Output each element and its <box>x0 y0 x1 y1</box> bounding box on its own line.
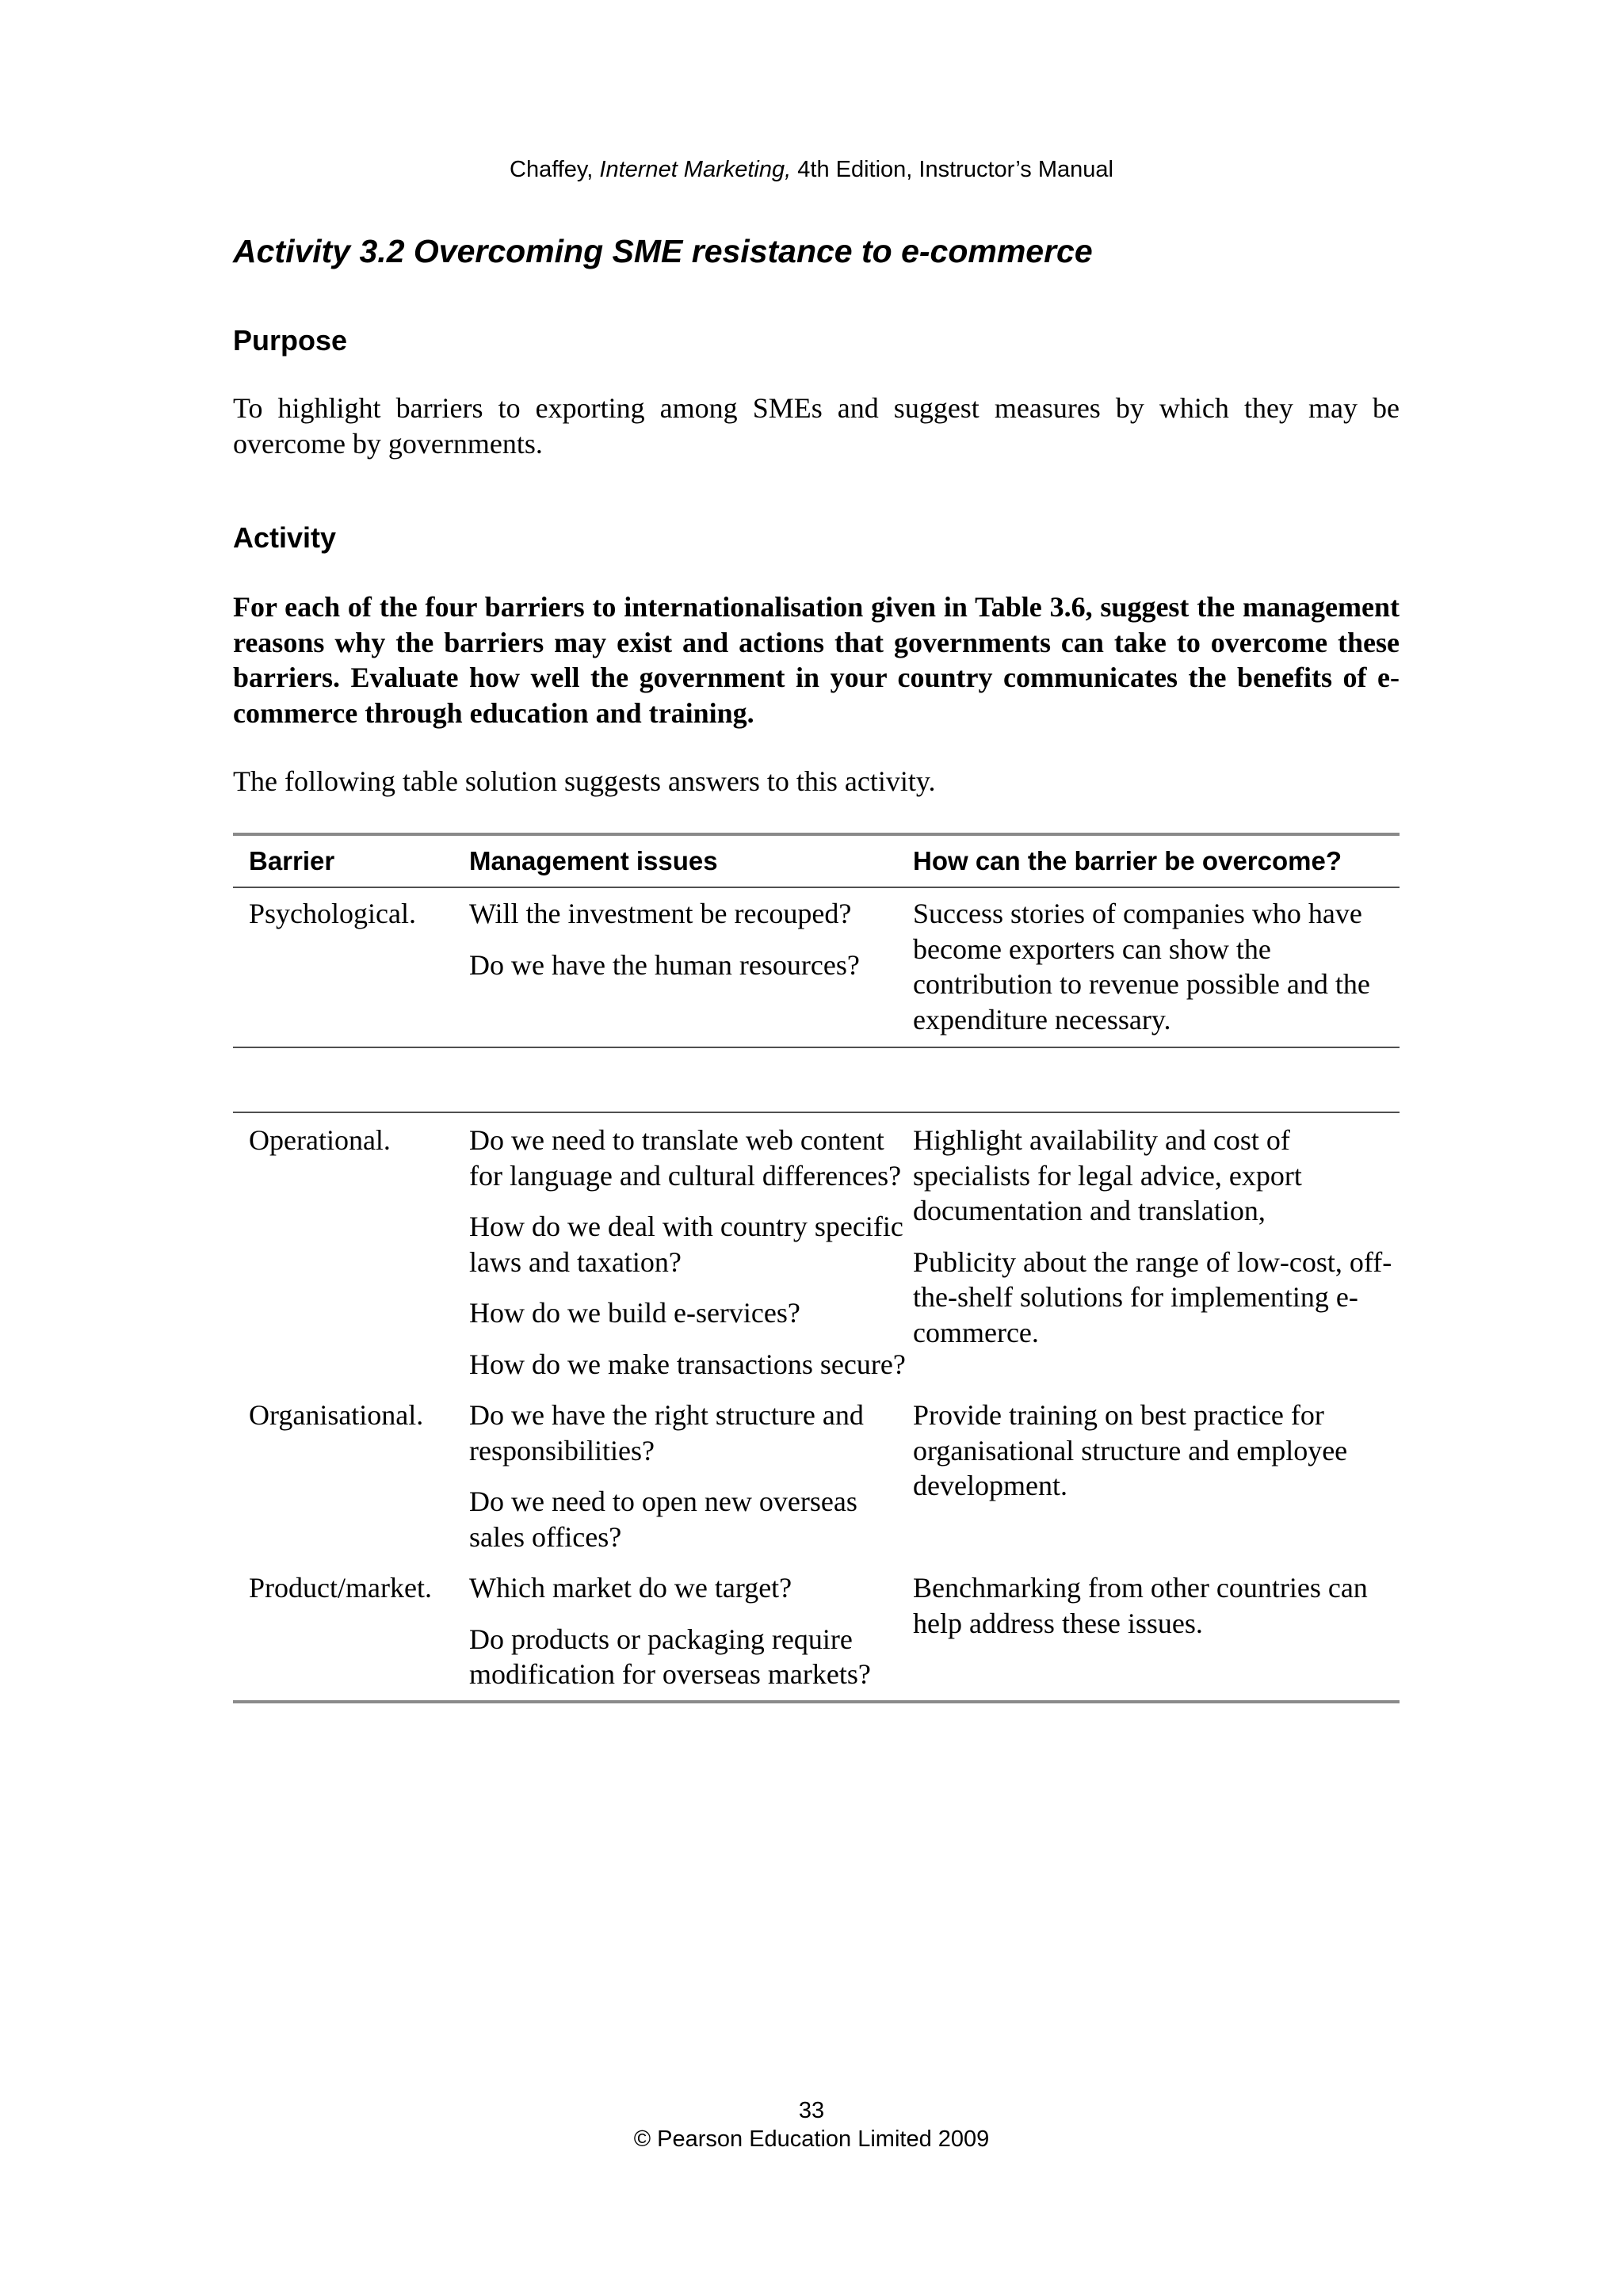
issue-item: Do we need to open new overseas sales offices? <box>469 1486 857 1553</box>
solution-table-part-1 <box>233 833 1400 1048</box>
solution-item: Publicity about the range of low-cost, off-the-shelf solutions for implementing e-commerce. <box>913 1245 1392 1348</box>
issue-item: Do we have the human resources? <box>469 948 860 981</box>
header-edition: 4th Edition, Instructor’s Manual <box>791 157 1113 182</box>
table-bottom-rule <box>233 1700 1400 1703</box>
solution-item: Provide training on best practice for organisational structure and employee development. <box>913 1399 1348 1501</box>
table-header-row <box>233 836 1400 887</box>
issues-cell <box>469 1398 913 1554</box>
header-management-issues: Management issues <box>469 846 718 875</box>
header-author: Chaffey, <box>510 157 600 182</box>
activity-intro: The following table solution suggests answers to this activity. <box>233 765 936 797</box>
activity-heading: Activity <box>233 521 337 554</box>
issue-item: How do we build e-services? <box>469 1297 800 1329</box>
barrier-cell: Product/market. <box>249 1572 432 1604</box>
purpose-heading: Purpose <box>233 324 348 357</box>
issues-cell <box>469 1123 913 1382</box>
table-row <box>233 1382 1400 1554</box>
issue-item: Do we have the right structure and responsibilities? <box>469 1399 864 1466</box>
page-number: 33 <box>798 2098 825 2123</box>
issue-item: Do products or packaging require modification for overseas markets? <box>469 1623 871 1690</box>
barrier-cell: Organisational. <box>249 1399 424 1431</box>
solution-table-part-2 <box>233 1112 1400 1703</box>
issues-cell <box>469 896 913 1037</box>
barrier-cell: Psychological. <box>249 898 416 929</box>
solution-item: Benchmarking from other countries can help address these issues. <box>913 1572 1368 1639</box>
issue-item: Will the investment be recouped? <box>469 898 852 929</box>
issue-item: How do we make transactions secure? <box>469 1348 906 1380</box>
solution-item: Success stories of companies who have become exporters can show the contribution to revenue possible and the expenditure necessary. <box>913 898 1370 1035</box>
copyright-notice: © Pearson Education Limited 2009 <box>633 2126 990 2152</box>
solutions-cell <box>913 1570 1400 1692</box>
barrier-cell: Operational. <box>249 1124 391 1156</box>
issue-item: Do we need to translate web content for language and cultural differences? <box>469 1124 902 1192</box>
header-book-title: Internet Marketing, <box>599 157 792 182</box>
purpose-text: To highlight barriers to exporting among SMEs and suggest measures by which they may be overcome by governments. <box>233 392 1400 460</box>
activity-title: Activity 3.2 Overcoming SME resistance to e-commerce <box>233 233 1093 269</box>
solutions-cell <box>913 1123 1400 1382</box>
issues-cell <box>469 1570 913 1692</box>
header-how-overcome: How can the barrier be overcome? <box>913 846 1342 875</box>
issue-item: Which market do we target? <box>469 1572 792 1604</box>
running-header <box>0 155 1623 184</box>
header-barrier: Barrier <box>249 846 335 875</box>
issue-item: How do we deal with country specific laws and taxation? <box>469 1211 903 1278</box>
solutions-cell <box>913 896 1400 1037</box>
activity-instruction: For each of the four barriers to internationalisation given in Table 3.6, suggest the management reasons why the barriers may exist and actions that governments can take to overcome these barriers. Evaluate how well the government in your country communicates the benefits of e-commerce through education and training. <box>233 591 1400 729</box>
solution-item: Highlight availability and cost of specialists for legal advice, export documentation and translation, <box>913 1124 1302 1226</box>
table-row <box>233 1113 1400 1382</box>
table-row <box>233 1554 1400 1700</box>
table-row <box>233 888 1400 1047</box>
table-bottom-rule <box>233 1047 1400 1048</box>
solutions-cell <box>913 1398 1400 1554</box>
